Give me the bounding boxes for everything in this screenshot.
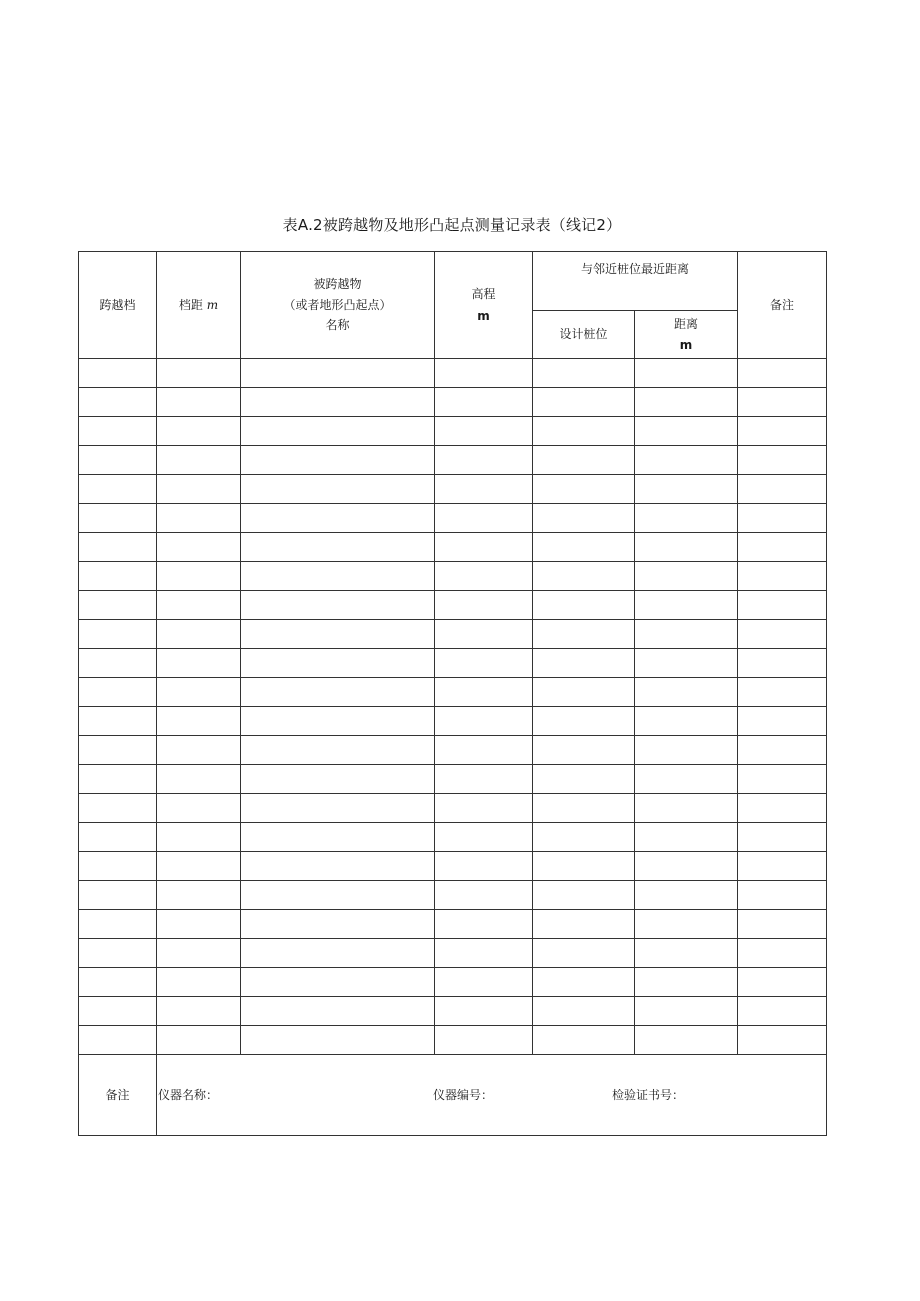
- table-cell[interactable]: [79, 910, 157, 939]
- table-row: [79, 446, 827, 475]
- table-cell[interactable]: [533, 823, 635, 852]
- table-cell[interactable]: [435, 417, 533, 446]
- table-cell[interactable]: [533, 649, 635, 678]
- table-cell[interactable]: [533, 359, 635, 388]
- table-cell[interactable]: [241, 446, 435, 475]
- table-cell[interactable]: [635, 388, 738, 417]
- table-cell[interactable]: [157, 649, 241, 678]
- table-cell[interactable]: [738, 997, 827, 1026]
- table-row: [79, 417, 827, 446]
- table-cell[interactable]: [533, 707, 635, 736]
- table-cell[interactable]: [635, 678, 738, 707]
- header-distance-label: 距离: [674, 317, 699, 332]
- header-design-pile-label: 设计桩位: [559, 327, 608, 342]
- table-cell[interactable]: [635, 852, 738, 881]
- table-cell[interactable]: [533, 910, 635, 939]
- table-cell[interactable]: [157, 475, 241, 504]
- table-cell[interactable]: [79, 678, 157, 707]
- table-cell[interactable]: [241, 823, 435, 852]
- table-row: [79, 823, 827, 852]
- table-cell[interactable]: [79, 620, 157, 649]
- table-cell[interactable]: [533, 562, 635, 591]
- header-distance-unit: m: [679, 337, 693, 352]
- table-cell[interactable]: [241, 997, 435, 1026]
- table-row: [79, 678, 827, 707]
- table-row: [79, 968, 827, 997]
- table-cell[interactable]: [738, 620, 827, 649]
- table-cell[interactable]: [635, 649, 738, 678]
- table-cell[interactable]: [635, 765, 738, 794]
- table-cell[interactable]: [79, 881, 157, 910]
- table-cell[interactable]: [533, 417, 635, 446]
- table-cell[interactable]: [157, 881, 241, 910]
- table-cell[interactable]: [533, 388, 635, 417]
- table-cell[interactable]: [435, 910, 533, 939]
- table-row: [79, 736, 827, 765]
- table-cell[interactable]: [533, 881, 635, 910]
- table-cell[interactable]: [79, 591, 157, 620]
- table-cell[interactable]: [533, 852, 635, 881]
- table-cell[interactable]: [435, 620, 533, 649]
- table-cell[interactable]: [738, 533, 827, 562]
- header-remarks: [738, 252, 827, 359]
- table-cell[interactable]: [635, 533, 738, 562]
- table-cell[interactable]: [533, 678, 635, 707]
- header-nearest-pile-group: [533, 252, 738, 311]
- table-cell[interactable]: [79, 649, 157, 678]
- table-cell[interactable]: [738, 388, 827, 417]
- table-cell[interactable]: [533, 620, 635, 649]
- table-cell[interactable]: [435, 533, 533, 562]
- table-cell[interactable]: [241, 504, 435, 533]
- table-cell[interactable]: [738, 968, 827, 997]
- table-cell[interactable]: [738, 794, 827, 823]
- header-elevation-label: 高程: [471, 286, 496, 301]
- table-cell[interactable]: [79, 562, 157, 591]
- table-cell[interactable]: [738, 765, 827, 794]
- footer-row: [79, 1055, 827, 1136]
- table-row: [79, 649, 827, 678]
- table-cell[interactable]: [533, 475, 635, 504]
- table-row: [79, 620, 827, 649]
- table-cell[interactable]: [79, 765, 157, 794]
- table-cell[interactable]: [241, 649, 435, 678]
- table-cell[interactable]: [635, 1026, 738, 1055]
- table-cell[interactable]: [79, 359, 157, 388]
- table-cell[interactable]: [435, 678, 533, 707]
- table-row: [79, 1026, 827, 1055]
- table-row: [79, 881, 827, 910]
- table-cell[interactable]: [738, 504, 827, 533]
- table-cell[interactable]: [157, 678, 241, 707]
- table-cell[interactable]: [79, 794, 157, 823]
- header-span-distance-unit: m: [206, 297, 219, 312]
- table-cell[interactable]: [738, 707, 827, 736]
- table-cell[interactable]: [435, 359, 533, 388]
- table-cell[interactable]: [241, 794, 435, 823]
- table-cell[interactable]: [79, 997, 157, 1026]
- header-span-label: 跨越档: [99, 297, 136, 312]
- table-cell[interactable]: [157, 388, 241, 417]
- header-object-line1: 被跨越物: [313, 277, 362, 292]
- table-cell[interactable]: [533, 591, 635, 620]
- table-cell[interactable]: [533, 765, 635, 794]
- header-remarks-label: 备注: [770, 297, 795, 312]
- table-cell[interactable]: [241, 765, 435, 794]
- table-row: [79, 359, 827, 388]
- table-cell[interactable]: [635, 359, 738, 388]
- table-cell[interactable]: [533, 533, 635, 562]
- table-row: [79, 765, 827, 794]
- table-cell[interactable]: [79, 388, 157, 417]
- table-cell[interactable]: [435, 446, 533, 475]
- table-cell[interactable]: [157, 504, 241, 533]
- table-cell[interactable]: [79, 736, 157, 765]
- table-cell[interactable]: [241, 910, 435, 939]
- table-cell[interactable]: [635, 475, 738, 504]
- table-cell[interactable]: [738, 736, 827, 765]
- table-cell[interactable]: [738, 475, 827, 504]
- table-cell[interactable]: [533, 794, 635, 823]
- table-cell[interactable]: [157, 446, 241, 475]
- table-cell[interactable]: [435, 852, 533, 881]
- table-cell[interactable]: [79, 823, 157, 852]
- table-cell[interactable]: [635, 881, 738, 910]
- table-row: [79, 794, 827, 823]
- table-cell[interactable]: [435, 939, 533, 968]
- table-cell[interactable]: [241, 533, 435, 562]
- table-cell[interactable]: [635, 997, 738, 1026]
- table-cell[interactable]: [157, 852, 241, 881]
- table-cell[interactable]: [738, 910, 827, 939]
- table-cell[interactable]: [79, 852, 157, 881]
- table-cell[interactable]: [435, 997, 533, 1026]
- table-cell[interactable]: [635, 707, 738, 736]
- table-cell[interactable]: [435, 968, 533, 997]
- table-cell[interactable]: [435, 881, 533, 910]
- table-row: [79, 852, 827, 881]
- table-cell[interactable]: [157, 968, 241, 997]
- table-cell[interactable]: [241, 736, 435, 765]
- table-cell[interactable]: [157, 997, 241, 1026]
- table-cell[interactable]: [635, 823, 738, 852]
- header-span-distance: [157, 252, 241, 359]
- table-cell[interactable]: [738, 1026, 827, 1055]
- table-row: [79, 939, 827, 968]
- table-cell[interactable]: [738, 881, 827, 910]
- header-elevation: [435, 252, 533, 359]
- table-cell[interactable]: [157, 707, 241, 736]
- table-cell[interactable]: [435, 736, 533, 765]
- table-cell[interactable]: [241, 417, 435, 446]
- table-cell[interactable]: [533, 1026, 635, 1055]
- table-cell[interactable]: [241, 562, 435, 591]
- table-cell[interactable]: [241, 1026, 435, 1055]
- table-row: [79, 997, 827, 1026]
- table-cell[interactable]: [738, 823, 827, 852]
- table-cell[interactable]: [435, 475, 533, 504]
- table-cell[interactable]: [157, 1026, 241, 1055]
- header-nearest-pile-label: 与邻近桩位最近距离: [581, 262, 690, 276]
- table-cell[interactable]: [241, 359, 435, 388]
- table-row: [79, 533, 827, 562]
- table-row: [79, 562, 827, 591]
- table-cell[interactable]: [79, 707, 157, 736]
- certificate-number-field: 检验证书号：: [612, 1088, 685, 1102]
- table-cell[interactable]: [157, 562, 241, 591]
- table-row: [79, 475, 827, 504]
- table-cell[interactable]: [635, 736, 738, 765]
- header-elevation-unit: m: [477, 309, 490, 323]
- table-cell[interactable]: [435, 562, 533, 591]
- table-cell[interactable]: [435, 1026, 533, 1055]
- table-cell[interactable]: [738, 939, 827, 968]
- table-cell[interactable]: [738, 359, 827, 388]
- table-cell[interactable]: [157, 620, 241, 649]
- table-cell[interactable]: [738, 852, 827, 881]
- table-cell[interactable]: [738, 417, 827, 446]
- instrument-name-field: 仪器名称：: [158, 1088, 219, 1102]
- table-cell[interactable]: [435, 504, 533, 533]
- header-design-pile: [533, 311, 635, 359]
- table-cell[interactable]: [157, 910, 241, 939]
- table-cell[interactable]: [435, 707, 533, 736]
- table-cell[interactable]: [533, 736, 635, 765]
- table-cell[interactable]: [157, 591, 241, 620]
- table-cell[interactable]: [533, 968, 635, 997]
- table-cell[interactable]: [435, 388, 533, 417]
- table-cell[interactable]: [635, 446, 738, 475]
- survey-record-table: [78, 251, 827, 1136]
- table-row: [79, 707, 827, 736]
- table-row: [79, 591, 827, 620]
- table-cell[interactable]: [635, 562, 738, 591]
- table-cell[interactable]: [157, 533, 241, 562]
- header-span: [79, 252, 157, 359]
- table-cell[interactable]: [157, 765, 241, 794]
- table-cell[interactable]: [533, 446, 635, 475]
- table-cell[interactable]: [79, 1026, 157, 1055]
- table-cell[interactable]: [533, 939, 635, 968]
- document-title: 表A.2被跨越物及地形凸起点测量记录表（线记2）: [282, 216, 622, 234]
- header-row-top: [79, 252, 827, 311]
- table-cell[interactable]: [157, 794, 241, 823]
- table-cell[interactable]: [241, 852, 435, 881]
- footer-instrument-info: [157, 1055, 827, 1136]
- header-object-line2: （或者地形凸起点）: [283, 297, 392, 312]
- table-cell[interactable]: [435, 649, 533, 678]
- table-cell[interactable]: [435, 823, 533, 852]
- table-cell[interactable]: [738, 591, 827, 620]
- table-cell[interactable]: [635, 417, 738, 446]
- table-cell[interactable]: [157, 417, 241, 446]
- header-distance: [635, 311, 738, 359]
- table-cell[interactable]: [435, 794, 533, 823]
- table-cell[interactable]: [435, 765, 533, 794]
- table-cell[interactable]: [738, 446, 827, 475]
- table-cell[interactable]: [241, 620, 435, 649]
- table-cell[interactable]: [635, 620, 738, 649]
- table-cell[interactable]: [635, 794, 738, 823]
- table-row: [79, 910, 827, 939]
- table-cell[interactable]: [79, 475, 157, 504]
- table-cell[interactable]: [241, 881, 435, 910]
- table-cell[interactable]: [635, 591, 738, 620]
- table-cell[interactable]: [79, 504, 157, 533]
- table-cell[interactable]: [79, 417, 157, 446]
- table-cell[interactable]: [738, 649, 827, 678]
- table-row: [79, 504, 827, 533]
- table-cell[interactable]: [241, 475, 435, 504]
- header-span-distance-label: 档距: [178, 297, 203, 312]
- table-cell[interactable]: [241, 591, 435, 620]
- table-cell[interactable]: [157, 939, 241, 968]
- instrument-number-field: 仪器编号：: [433, 1088, 494, 1102]
- table-cell[interactable]: [157, 359, 241, 388]
- table-cell[interactable]: [635, 968, 738, 997]
- table-cell[interactable]: [635, 504, 738, 533]
- table-row: [79, 388, 827, 417]
- header-object-line3: 名称: [325, 318, 350, 333]
- table-cell[interactable]: [241, 939, 435, 968]
- table-cell[interactable]: [533, 504, 635, 533]
- table-cell[interactable]: [635, 910, 738, 939]
- table-cell[interactable]: [738, 562, 827, 591]
- table-cell[interactable]: [79, 968, 157, 997]
- table-cell[interactable]: [738, 678, 827, 707]
- table-cell[interactable]: [79, 939, 157, 968]
- table-cell[interactable]: [157, 736, 241, 765]
- table-cell[interactable]: [157, 823, 241, 852]
- header-crossed-object: [241, 252, 435, 359]
- table-cell[interactable]: [635, 939, 738, 968]
- table-cell[interactable]: [533, 997, 635, 1026]
- table-cell[interactable]: [241, 388, 435, 417]
- table-cell[interactable]: [435, 591, 533, 620]
- table-cell[interactable]: [241, 678, 435, 707]
- table-cell[interactable]: [79, 533, 157, 562]
- table-cell[interactable]: [79, 446, 157, 475]
- table-cell[interactable]: [241, 968, 435, 997]
- table-cell[interactable]: [241, 707, 435, 736]
- footer-remarks-label: 备注: [79, 1055, 157, 1136]
